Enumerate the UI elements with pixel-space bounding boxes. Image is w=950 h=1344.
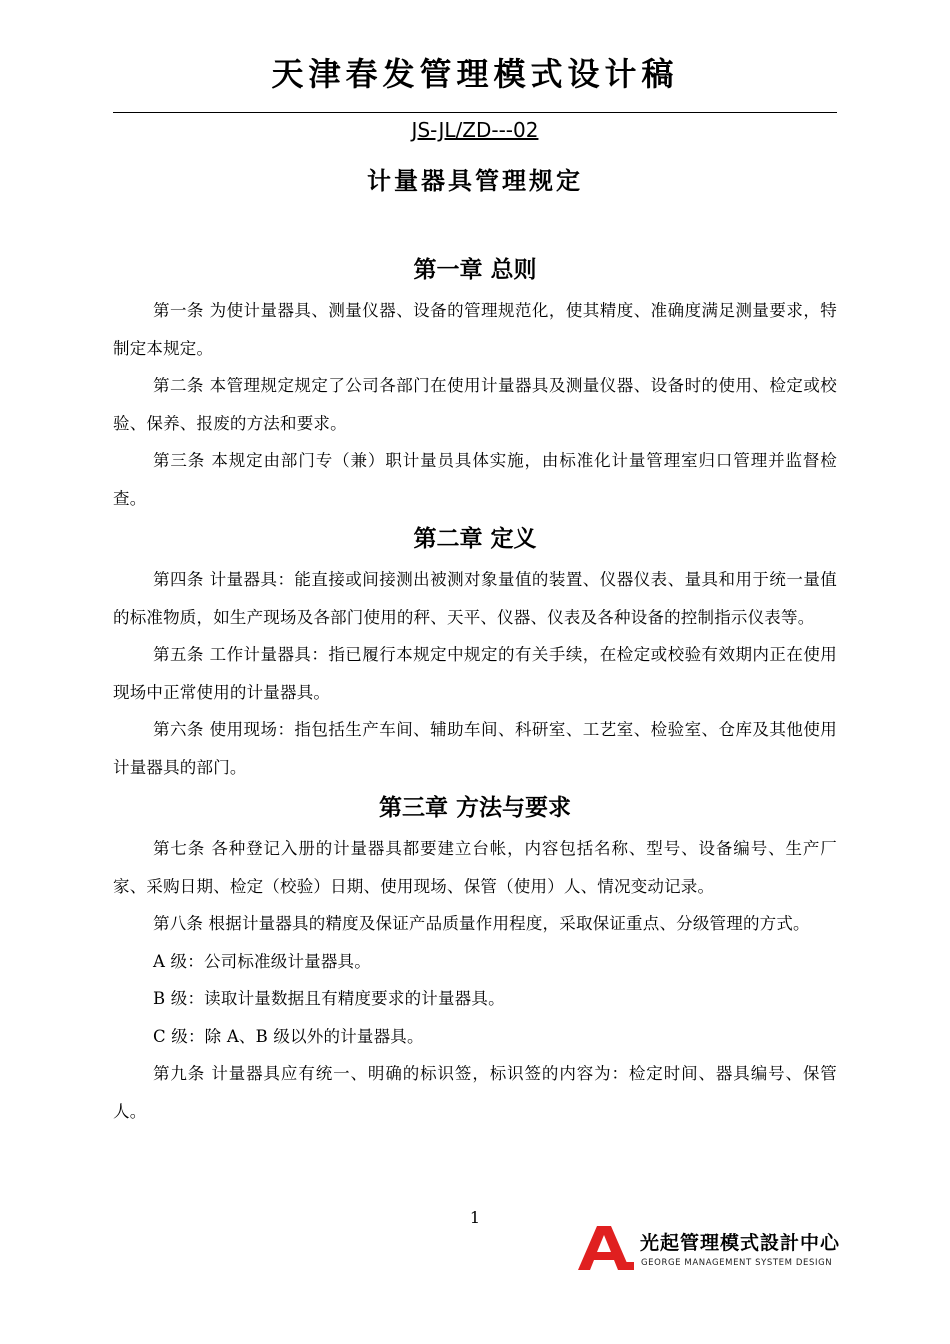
grade-b-item: B 级：读取计量数据且有精度要求的计量器具。 <box>153 989 505 1008</box>
document-title: 计量器具管理规定 <box>367 167 583 195</box>
chapter-heading-3: 第三章 方法与要求 <box>378 795 571 821</box>
article-7: 第七条 各种登记入册的计量器具都要建立台帐，内容包括名称、型号、设备编号、生产厂家、采购日期、检定（校验）日期、使用现场、保管（使用）人、情况变动记录。 <box>113 839 837 896</box>
article-8: 第八条 根据计量器具的精度及保证产品质量作用程度，采取保证重点、分级管理的方式。 <box>153 914 810 933</box>
article-2: 第二条 本管理规定规定了公司各部门在使用计量器具及测量仪器、设备时的使用、检定或校验、保养、报废的方法和要求。 <box>113 376 837 433</box>
logo-a-bar <box>620 1262 634 1270</box>
grade-c-item: C 级：除 A、B 级以外的计量器具。 <box>153 1026 424 1046</box>
company-logo <box>578 1226 841 1270</box>
page-number: 1 <box>469 1208 481 1227</box>
header-divider <box>113 112 837 113</box>
header-title: 天津春发管理模式设计稿 <box>271 55 679 93</box>
chapter-heading-1: 第一章 总则 <box>413 257 537 283</box>
article-1: 第一条 为使计量器具、测量仪器、设备的管理规范化，使其精度、准确度满足测量要求，特制定本规定。 <box>113 301 837 358</box>
article-5: 第五条 工作计量器具：指已履行本规定中规定的有关手续，在检定或校验有效期内正在使用现场中正常使用的计量器具。 <box>113 645 837 702</box>
article-6: 第六条 使用现场：指包括生产车间、辅助车间、科研室、工艺室、检验室、仓库及其他使用计量器具的部门。 <box>113 720 837 777</box>
document-code: JS-JL/ZD---02 <box>411 118 539 142</box>
logo-a-mark-icon <box>578 1226 634 1270</box>
logo-chinese-name: 光起管理模式設計中心 <box>640 1232 841 1254</box>
article-3: 第三条 本规定由部门专（兼）职计量员具体实施，由标准化计量管理室归口管理并监督检查。 <box>113 451 837 508</box>
document-body <box>113 248 837 1130</box>
logo-english-name: GEORGE MANAGEMENT SYSTEM DESIGN <box>641 1258 833 1268</box>
article-9: 第九条 计量器具应有统一、明确的标识签，标识签的内容为：检定时间、器具编号、保管人。 <box>113 1064 837 1121</box>
article-4: 第四条 计量器具：能直接或间接测出被测对象量值的装置、仪器仪表、量具和用于统一量值的标准物质，如生产现场及各部门使用的秤、天平、仪器、仪表及各种设备的控制指示仪表等。 <box>113 570 837 627</box>
grade-a-item: A 级：公司标准级计量器具。 <box>153 951 371 971</box>
chapter-heading-2: 第二章 定义 <box>413 526 537 552</box>
